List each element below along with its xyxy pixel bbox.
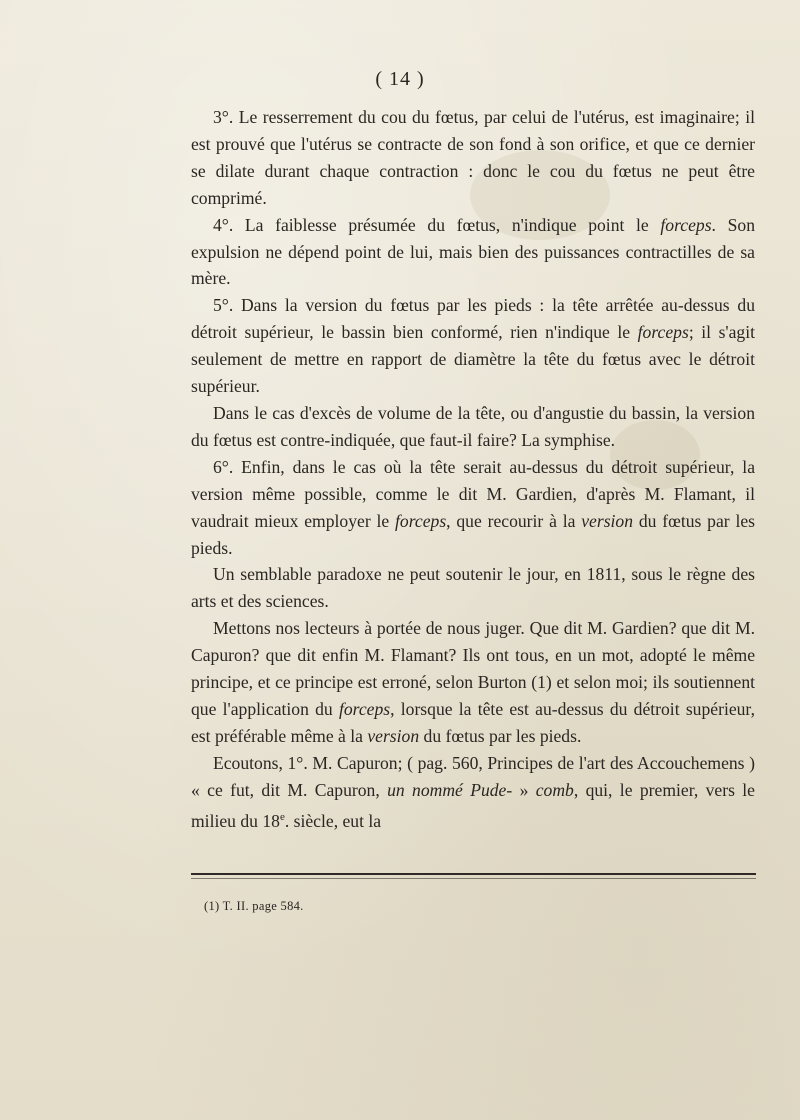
italic-term: forceps bbox=[338, 698, 391, 719]
text-run: du fœtus par les pieds. bbox=[191, 510, 755, 558]
text-run: , lorsque la tête est au-dessus du détroit supérieur, est préférable même à la bbox=[191, 698, 755, 746]
italic-term: forceps bbox=[395, 510, 447, 531]
text-run: Dans le cas d'excès de volume de la tête, ou d'angustie du bassin, la version du fœtus est contre-indiquée, que faut-il faire? La symphise. bbox=[191, 402, 755, 450]
page-number: ( 14 ) bbox=[375, 68, 425, 90]
text-run: 3°. Le resserrement du cou du fœtus, par celui de l'utérus, est imaginaire; il est prouvé que l'utérus se contracte de son fond à son orifice, et que ce dernier se dilate durant chaque contraction : donc le cou du fœtus ne peut être comprimé. bbox=[191, 107, 755, 208]
italic-quote: comb bbox=[535, 779, 574, 800]
text-run: . Son expulsion ne dépend point de lui, mais bien des puissances contractilles de sa mère. bbox=[191, 214, 755, 289]
text-run: , qui, le premier, vers le milieu du 18 bbox=[191, 779, 755, 831]
paragraph-symphise bbox=[191, 400, 755, 454]
text-run: » bbox=[519, 779, 536, 800]
italic-term: version bbox=[367, 725, 420, 746]
superscript: e bbox=[279, 810, 285, 823]
text-run: Mettons nos lecteurs à portée de nous juger. Que dit M. Gardien? que dit M. Capuron? que dit enfin M. Flamant? Ils ont tous, en un mot, adopté le même principe, et ce principe est erroné, selon Burton (1) et selon moi; ils soutiennent que l'application du bbox=[191, 618, 755, 719]
footnote: (1) T. II. page 584. bbox=[204, 899, 304, 913]
italic-term: forceps bbox=[660, 214, 712, 235]
paragraph-ecoutons bbox=[191, 750, 755, 835]
footnote-rule bbox=[191, 873, 756, 875]
text-run: 6°. Enfin, dans le cas où la tête serait au-dessus du détroit supérieur, la version même possible, comme le dit M. Gardien, d'après M. Flamant, il vaudrait mieux employer le bbox=[191, 456, 755, 531]
text-run: 5°. Dans la version du fœtus par les pieds : la tête arrêtée au-dessus du détroit supérieur, le bassin bien conformé, rien n'indique le bbox=[191, 295, 755, 343]
text-run: Ecoutons, 1°. M. Capuron; ( pag. 560, Principes de l'art des Accouchemens ) « ce fut, dit M. Capuron, bbox=[191, 752, 755, 800]
text-run: , que recourir à la bbox=[446, 510, 582, 531]
paragraph-5 bbox=[191, 292, 755, 400]
body-text bbox=[191, 104, 755, 834]
paragraph-3 bbox=[191, 104, 755, 212]
text-run: Un semblable paradoxe ne peut soutenir le jour, en 1811, sous le règne des arts et des sciences. bbox=[191, 564, 755, 612]
text-run: du fœtus par les pieds. bbox=[419, 725, 582, 746]
text-run: 4°. La faiblesse présumée du fœtus, n'indique point le bbox=[213, 214, 661, 235]
paragraph-4 bbox=[191, 212, 755, 293]
italic-term: version bbox=[581, 510, 634, 531]
paragraph-lecteurs bbox=[191, 615, 755, 750]
footnote-rule-thin bbox=[191, 878, 756, 879]
text-run: . siècle, eut la bbox=[284, 810, 382, 831]
paragraph-6 bbox=[191, 454, 755, 562]
paragraph-paradoxe bbox=[191, 561, 755, 615]
italic-term: forceps bbox=[637, 322, 689, 343]
text-run: ; il s'agit seulement de mettre en rapport de diamètre la tête du fœtus avec le détroit supérieur. bbox=[191, 322, 755, 397]
italic-quote: un nommé Pude- bbox=[387, 779, 513, 800]
